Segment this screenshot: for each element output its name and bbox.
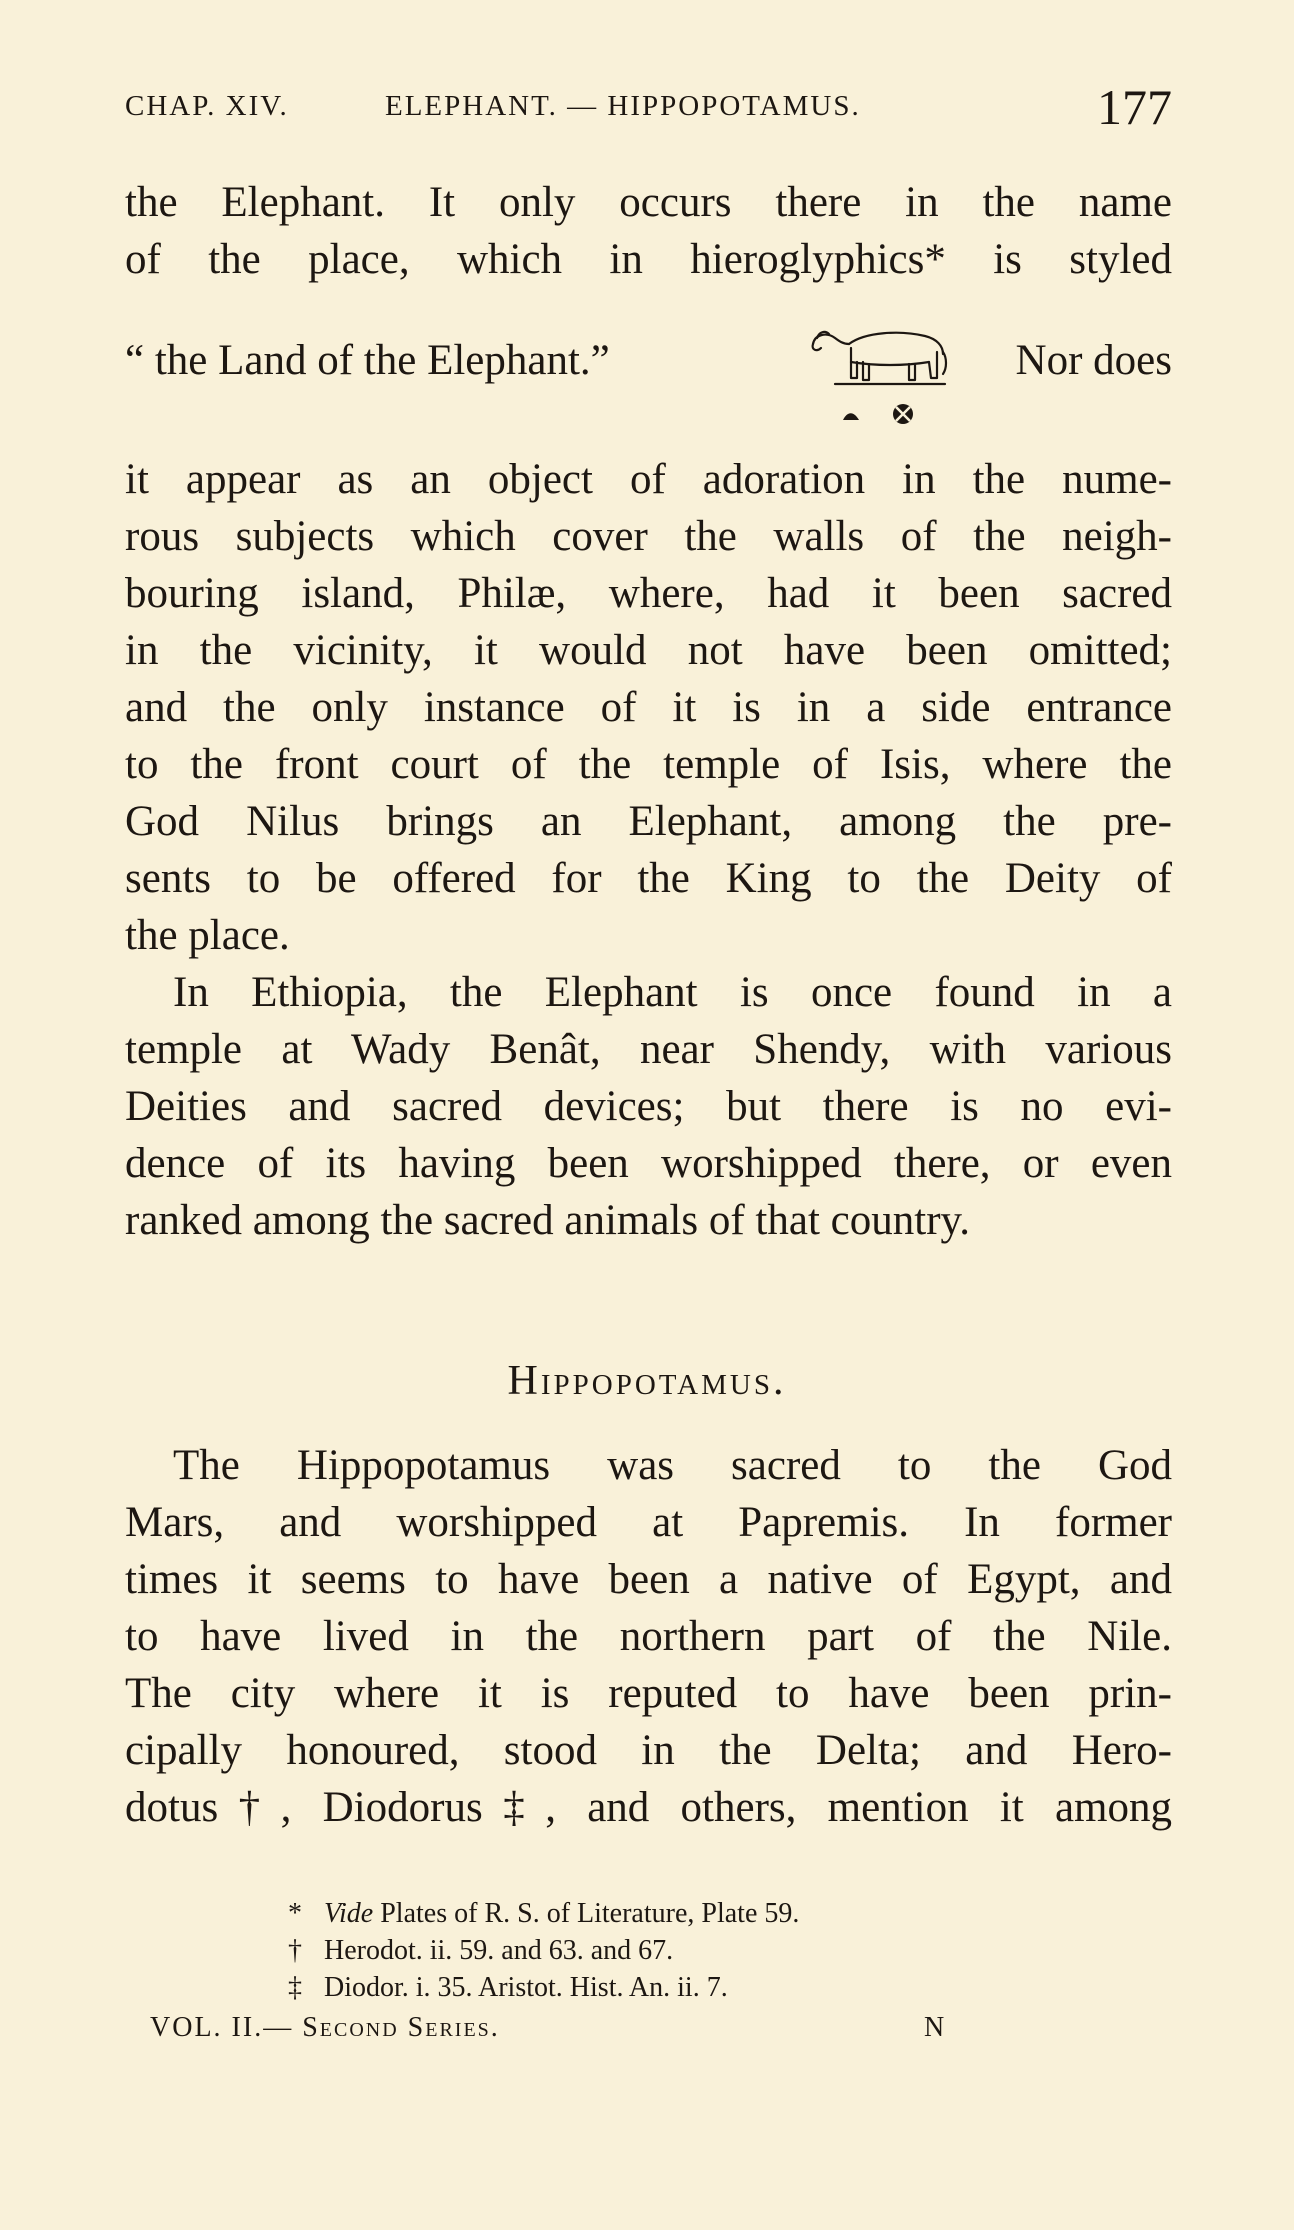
- text-line: to have lived in the northern part of the Nile.: [125, 1613, 1172, 1660]
- text-line: and the only instance of it is in a side entrance: [125, 684, 1172, 731]
- glyph-line: [125, 333, 1172, 389]
- text-line: the Elephant. It only occurs there in the name: [125, 179, 1172, 226]
- text-line: The city where it is reputed to have been prin-: [125, 1670, 1172, 1717]
- footnote: [288, 1933, 673, 1969]
- text-line: of the place, which in hieroglyphics* is styled: [125, 236, 1172, 283]
- running-title: ELEPHANT. — HIPPOPOTAMUS.: [385, 90, 861, 122]
- text-line: dotus†, Diodorus‡, and others, mention it among: [125, 1784, 1172, 1831]
- text-line: in the vicinity, it would not have been omitted;: [125, 627, 1172, 674]
- footnote-text: Herodot. ii. 59. and 63. and 67.: [324, 1935, 674, 1966]
- volume-label: VOL. II.—: [150, 2012, 294, 2043]
- text-line: God Nilus brings an Elephant, among the pre-: [125, 798, 1172, 845]
- text-line: Mars, and worshipped at Papremis. In former: [125, 1499, 1172, 1546]
- text-line: Deities and sacred devices; but there is no evi-: [125, 1083, 1172, 1130]
- footnote-mark: †: [288, 1935, 302, 1966]
- footnote-italic: Vide: [324, 1898, 374, 1929]
- text-line: bouring island, Philæ, where, had it been sacred: [125, 570, 1172, 617]
- text-line: “ the Land of the Elephant.”: [125, 337, 610, 384]
- footnote-text: Plates of R. S. of Literature, Plate 59.: [373, 1898, 800, 1929]
- text-line: cipally honoured, stood in the Delta; and Hero-: [125, 1727, 1172, 1774]
- running-header: [125, 78, 1172, 138]
- signature-line: [150, 2012, 950, 2044]
- text-line: it appear as an object of adoration in the nume-: [125, 456, 1172, 503]
- text-line: Nor does: [1015, 337, 1172, 384]
- text-line: The Hippopotamus was sacred to the God: [173, 1442, 1172, 1489]
- chapter-label: CHAP. XIV.: [125, 90, 289, 122]
- footnote-text: Diodor. i. 35. Aristot. Hist. An. ii. 7.: [324, 1972, 728, 2003]
- text-line: temple at Wady Benât, near Shendy, with various: [125, 1026, 1172, 1073]
- signature-mark: N: [924, 2012, 945, 2043]
- text-line: In Ethiopia, the Elephant is once found in a: [173, 969, 1172, 1016]
- elephant-hieroglyph-icon: [805, 322, 955, 427]
- footnote-mark: *: [288, 1898, 302, 1929]
- footnote: [288, 1970, 728, 2006]
- page-number: 177: [1097, 79, 1172, 135]
- text-line: dence of its having been worshipped there, or even: [125, 1140, 1172, 1187]
- section-heading: Hippopotamus.: [507, 1358, 787, 1404]
- text-line: sents to be offered for the King to the Deity of: [125, 855, 1172, 902]
- footnote-mark: ‡: [288, 1972, 302, 2003]
- text-line: to the front court of the temple of Isis, where the: [125, 741, 1172, 788]
- text-line: times it seems to have been a native of Egypt, and: [125, 1556, 1172, 1603]
- text-line: ranked among the sacred animals of that country.: [125, 1197, 970, 1244]
- text-line: the place.: [125, 912, 290, 959]
- text-line: rous subjects which cover the walls of the neigh-: [125, 513, 1172, 560]
- footnote: [288, 1896, 799, 1932]
- series-label: Second Series.: [302, 2012, 500, 2043]
